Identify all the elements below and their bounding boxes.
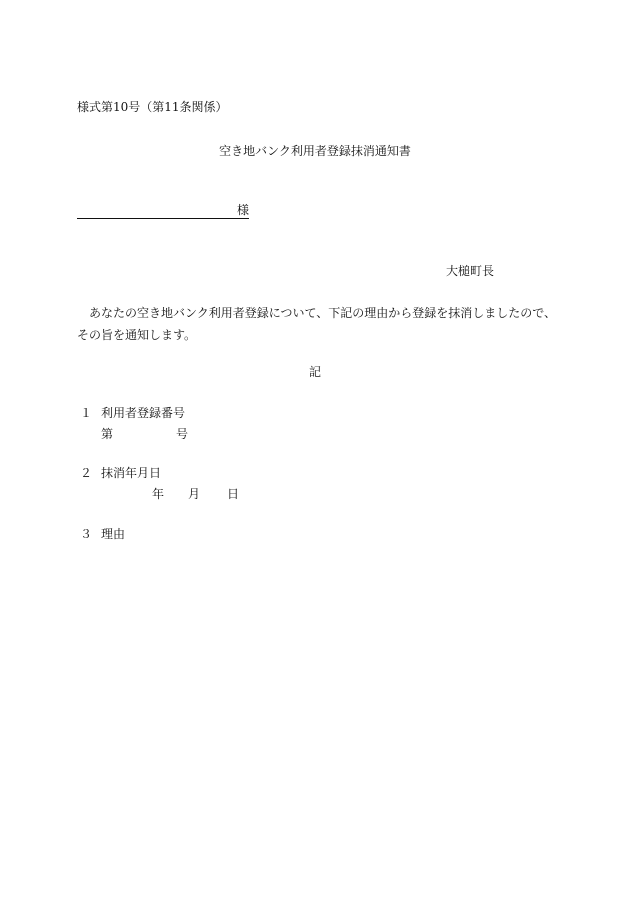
item-3-label: 理由	[101, 527, 126, 541]
item-2-day: 日	[227, 487, 240, 501]
body-text: あなたの空き地バンク利用者登録について、下記の理由から登録を抹消しましたので、その旨を通知します。	[77, 306, 557, 342]
addressee-line	[77, 202, 249, 219]
ki-heading: 記	[308, 365, 321, 379]
item-1-prefix: 第	[101, 427, 114, 441]
item-1-label: 利用者登録番号	[101, 406, 186, 420]
item-3-number: ３	[80, 527, 93, 541]
item-2-year: 年	[152, 487, 165, 501]
item-1-number: １	[80, 406, 93, 420]
addressee-suffix: 様	[236, 203, 249, 217]
document-title: 空き地バンク利用者登録抹消通知書	[219, 144, 411, 158]
item-2-month: 月	[188, 487, 201, 501]
item-2-label: 抹消年月日	[101, 466, 162, 480]
item-1-suffix: 号	[176, 427, 189, 441]
item-2-number: ２	[80, 466, 93, 480]
form-number: 様式第10号（第11条関係）	[77, 100, 228, 114]
sender-name: 大槌町長	[445, 264, 494, 278]
